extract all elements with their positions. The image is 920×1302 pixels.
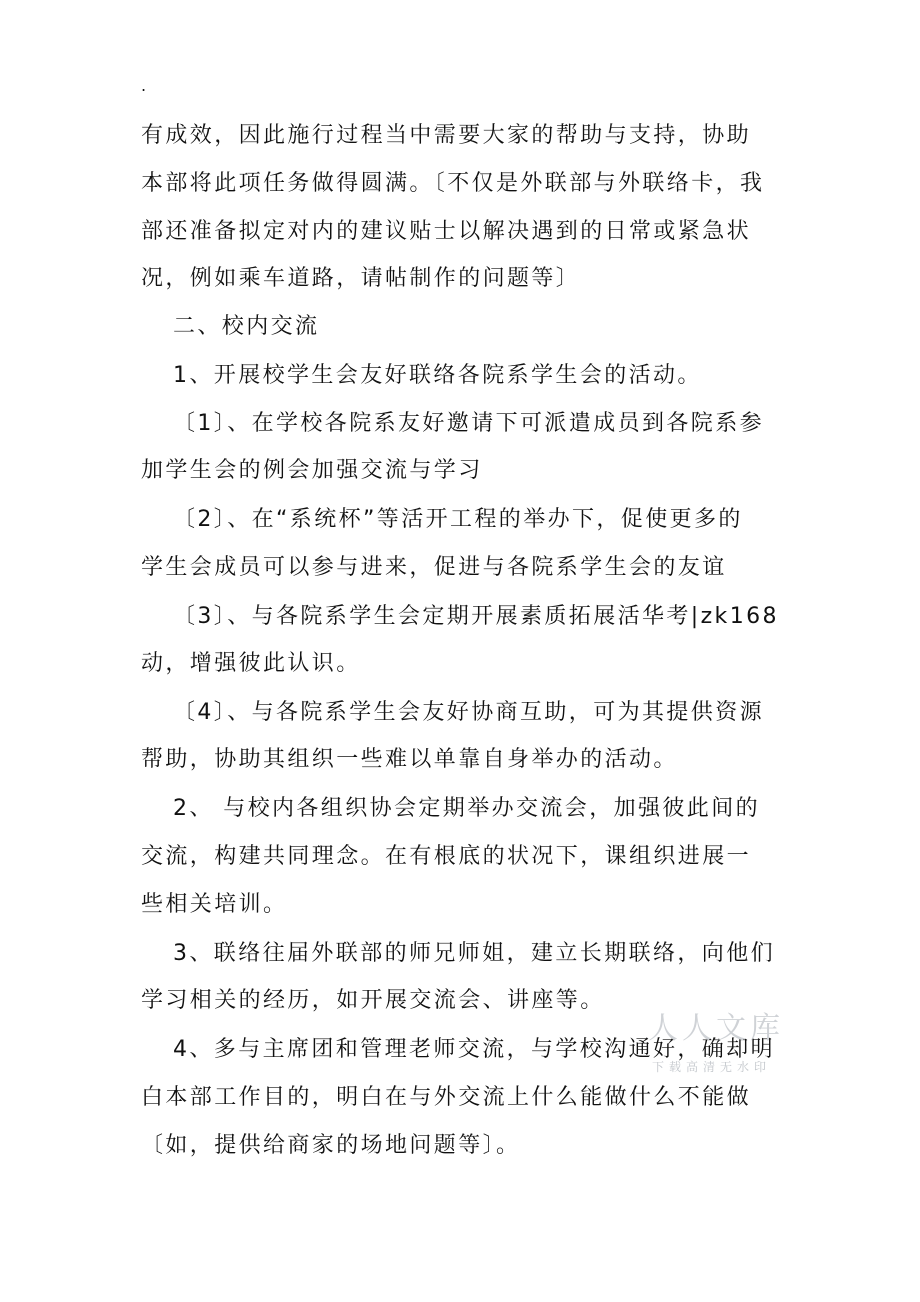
section-heading: 二、校内交流 [173,314,320,339]
watermark [648,1012,808,1080]
text-line: 2、 与校内各组织协会定期举办交流会，加强彼此间的 [173,796,760,821]
text-line: 学生会成员可以参与进来，促进与各院系学生会的友谊 [141,555,727,580]
text-line: 加学生会的例会加强交流与学习 [141,458,483,483]
text-line: 4、多与主席团和管理老师交流，与学校沟通好，确却明 [173,1037,775,1062]
page-marker: . [141,76,147,95]
text-line: 〔4〕、与各院系学生会友好协商互助，可为其提供资源 [173,700,764,725]
text-line: 交流，构建共同理念。在有根底的状况下，课组织进展一 [141,844,752,869]
text-line: 1、开展校学生会友好联络各院系学生会的活动。 [173,363,702,388]
text-line: 〔如，提供给商家的场地问题等〕。 [141,1133,521,1158]
text-line: 〔2〕、在“系统杯”等活开工程的举办下，促使更多的 [173,507,743,532]
watermark-tagline: 下载高清无水印 [652,1060,772,1074]
text-line: 〔1〕、在学校各院系友好邀请下可派遣成员到各院系参 [173,411,764,436]
text-line: 3、联络往届外联部的师兄师姐，建立长期联络，向他们 [173,941,775,966]
text-line: 些相关培训。 [141,892,288,917]
watermark-logo: 人人文库 [648,1011,784,1046]
text-line: 本部将此项任务做得圆满。〔不仅是外联部与外联络卡，我 [141,171,765,196]
text-line: 部还准备拟定对内的建议贴士以解决遇到的日常或紧急状 [141,219,752,244]
text-line: 有成效，因此施行过程当中需要大家的帮助与支持，协助 [141,123,752,148]
text-line: 况，例如乘车道路，请帖制作的问题等〕 [141,266,581,291]
text-line: 白本部工作目的，明白在与外交流上什么能做什么不能做 [141,1085,752,1110]
text-line: 动，增强彼此认识。 [141,651,361,676]
text-line: 学习相关的经历，如开展交流会、讲座等。 [141,988,605,1013]
text-line: 〔3〕、与各院系学生会定期开展素质拓展活华考|zk168 [173,604,779,629]
text-line: 帮助，协助其组织一些难以单靠自身举办的活动。 [141,747,678,772]
